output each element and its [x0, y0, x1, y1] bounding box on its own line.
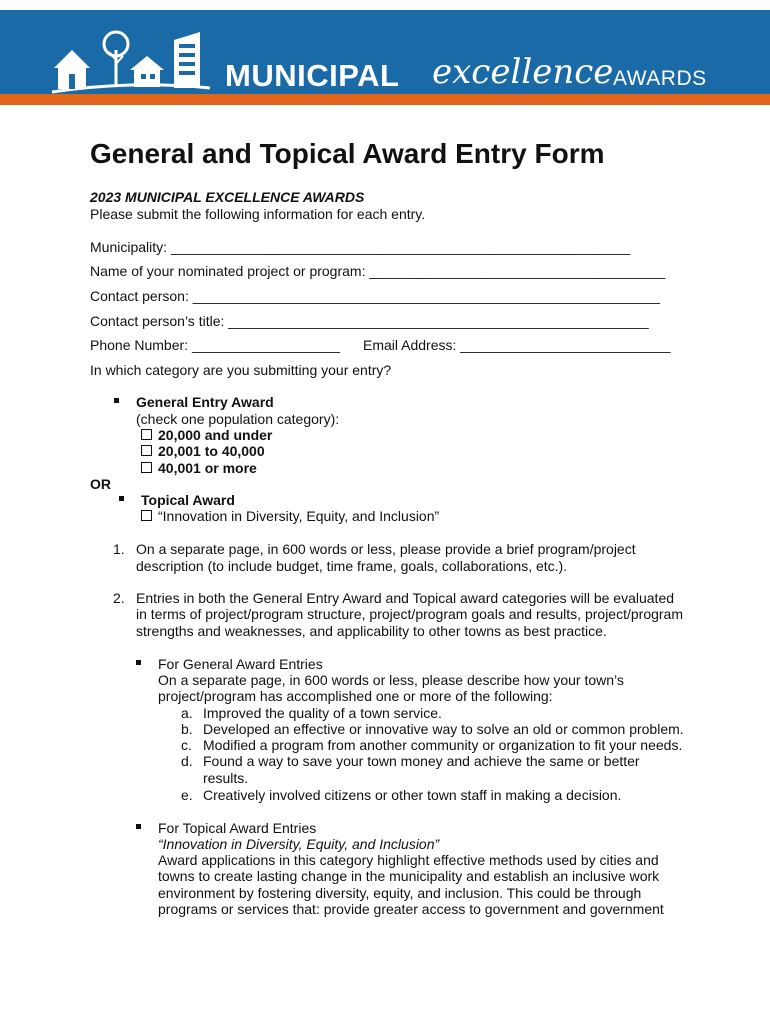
item-2-line: Entries in both the General Entry Award and Topical award categories will be evaluated	[136, 590, 675, 606]
form-instructions: Please submit the following information for each entry.	[90, 206, 426, 222]
general-entries-intro: project/program has accomplished one or more of the following:	[158, 688, 553, 704]
general-award-note: (check one population category):	[136, 411, 340, 427]
list-item-letter: d.	[181, 753, 193, 769]
town-skyline-logo-icon	[50, 30, 215, 100]
list-item: Found a way to save your town money and achieve the same or better	[203, 753, 640, 769]
topical-entries-line: Award applications in this category highlight effective methods used by cities and	[158, 852, 659, 868]
brand-awards: AWARDS	[613, 67, 707, 90]
topical-entries-subheading: “Innovation in Diversity, Equity, and Inclusion”	[158, 836, 440, 852]
brand-excellence: excellence	[432, 52, 614, 92]
phone-number-field[interactable]: Phone Number: ___________________	[90, 337, 340, 353]
item-1-line: description (to include budget, time frame, goals, collaborations, etc.).	[136, 558, 568, 574]
or-label: OR	[90, 476, 111, 492]
item-1-line: On a separate page, in 600 words or less, please provide a brief program/project	[136, 541, 636, 557]
brand-municipal: MUNICIPAL	[225, 58, 400, 93]
bullet-icon	[119, 496, 124, 501]
option-20000-under[interactable]: 20,000 and under	[141, 427, 272, 443]
topical-entries-line: programs or services that: provide greater access to government and government	[158, 901, 664, 917]
checkbox-icon[interactable]	[141, 462, 152, 473]
item-2-line: in terms of project/program structure, project/program goals and results, project/program	[136, 606, 684, 622]
list-item-letter: c.	[181, 737, 192, 753]
checkbox-icon[interactable]	[141, 445, 152, 456]
bullet-icon	[114, 398, 119, 403]
topical-entries-line: towns to create lasting change in the municipality and establish an inclusive work	[158, 868, 660, 884]
contact-title-field[interactable]: Contact person’s title: ______________________________________________________	[90, 313, 649, 329]
checkbox-icon[interactable]	[141, 510, 152, 521]
contact-person-field[interactable]: Contact person: ____________________________________________________________	[90, 288, 660, 304]
general-entries-intro: On a separate page, in 600 words or less, please describe how your town’s	[158, 672, 624, 688]
topical-award-label: Topical Award	[141, 492, 235, 508]
list-item-letter: a.	[181, 705, 193, 721]
form-subtitle: 2023 MUNICIPAL EXCELLENCE AWARDS	[90, 189, 365, 205]
list-item-letter: e.	[181, 787, 193, 803]
bullet-icon	[136, 660, 141, 665]
item-2-line: strengths and weaknesses, and applicability to other towns as best practice.	[136, 623, 607, 639]
list-item: Modified a program from another community or organization to fit your needs.	[203, 737, 683, 753]
category-question: In which category are you submitting your entry?	[90, 362, 392, 378]
page-title: General and Topical Award Entry Form	[90, 138, 605, 169]
topical-entries-line: environment by fostering diversity, equity, and inclusion. This could be through	[158, 885, 642, 901]
checkbox-icon[interactable]	[141, 429, 152, 440]
bullet-icon	[136, 824, 141, 829]
general-award-label: General Entry Award	[136, 394, 274, 410]
option-40001-more[interactable]: 40,001 or more	[141, 460, 257, 476]
list-item: results.	[203, 770, 249, 786]
list-item-letter: b.	[181, 721, 193, 737]
project-name-field[interactable]: Name of your nominated project or program: ______________________________________	[90, 263, 666, 279]
option-20001-40000[interactable]: 20,001 to 40,000	[141, 443, 265, 459]
list-item: Creatively involved citizens or other town staff in making a decision.	[203, 787, 622, 803]
option-innovation-dei[interactable]: “Innovation in Diversity, Equity, and Inclusion”	[141, 508, 439, 524]
list-item: Improved the quality of a town service.	[203, 705, 442, 721]
item-1-number: 1.	[113, 541, 125, 557]
list-item: Developed an effective or innovative way to solve an old or common problem.	[203, 721, 684, 737]
municipality-field[interactable]: Municipality: ___________________________________________________________	[90, 239, 631, 255]
email-address-field[interactable]: Email Address: ___________________________	[363, 337, 671, 353]
item-2-number: 2.	[113, 590, 125, 606]
general-entries-heading: For General Award Entries	[158, 656, 323, 672]
topical-entries-heading: For Topical Award Entries	[158, 820, 317, 836]
